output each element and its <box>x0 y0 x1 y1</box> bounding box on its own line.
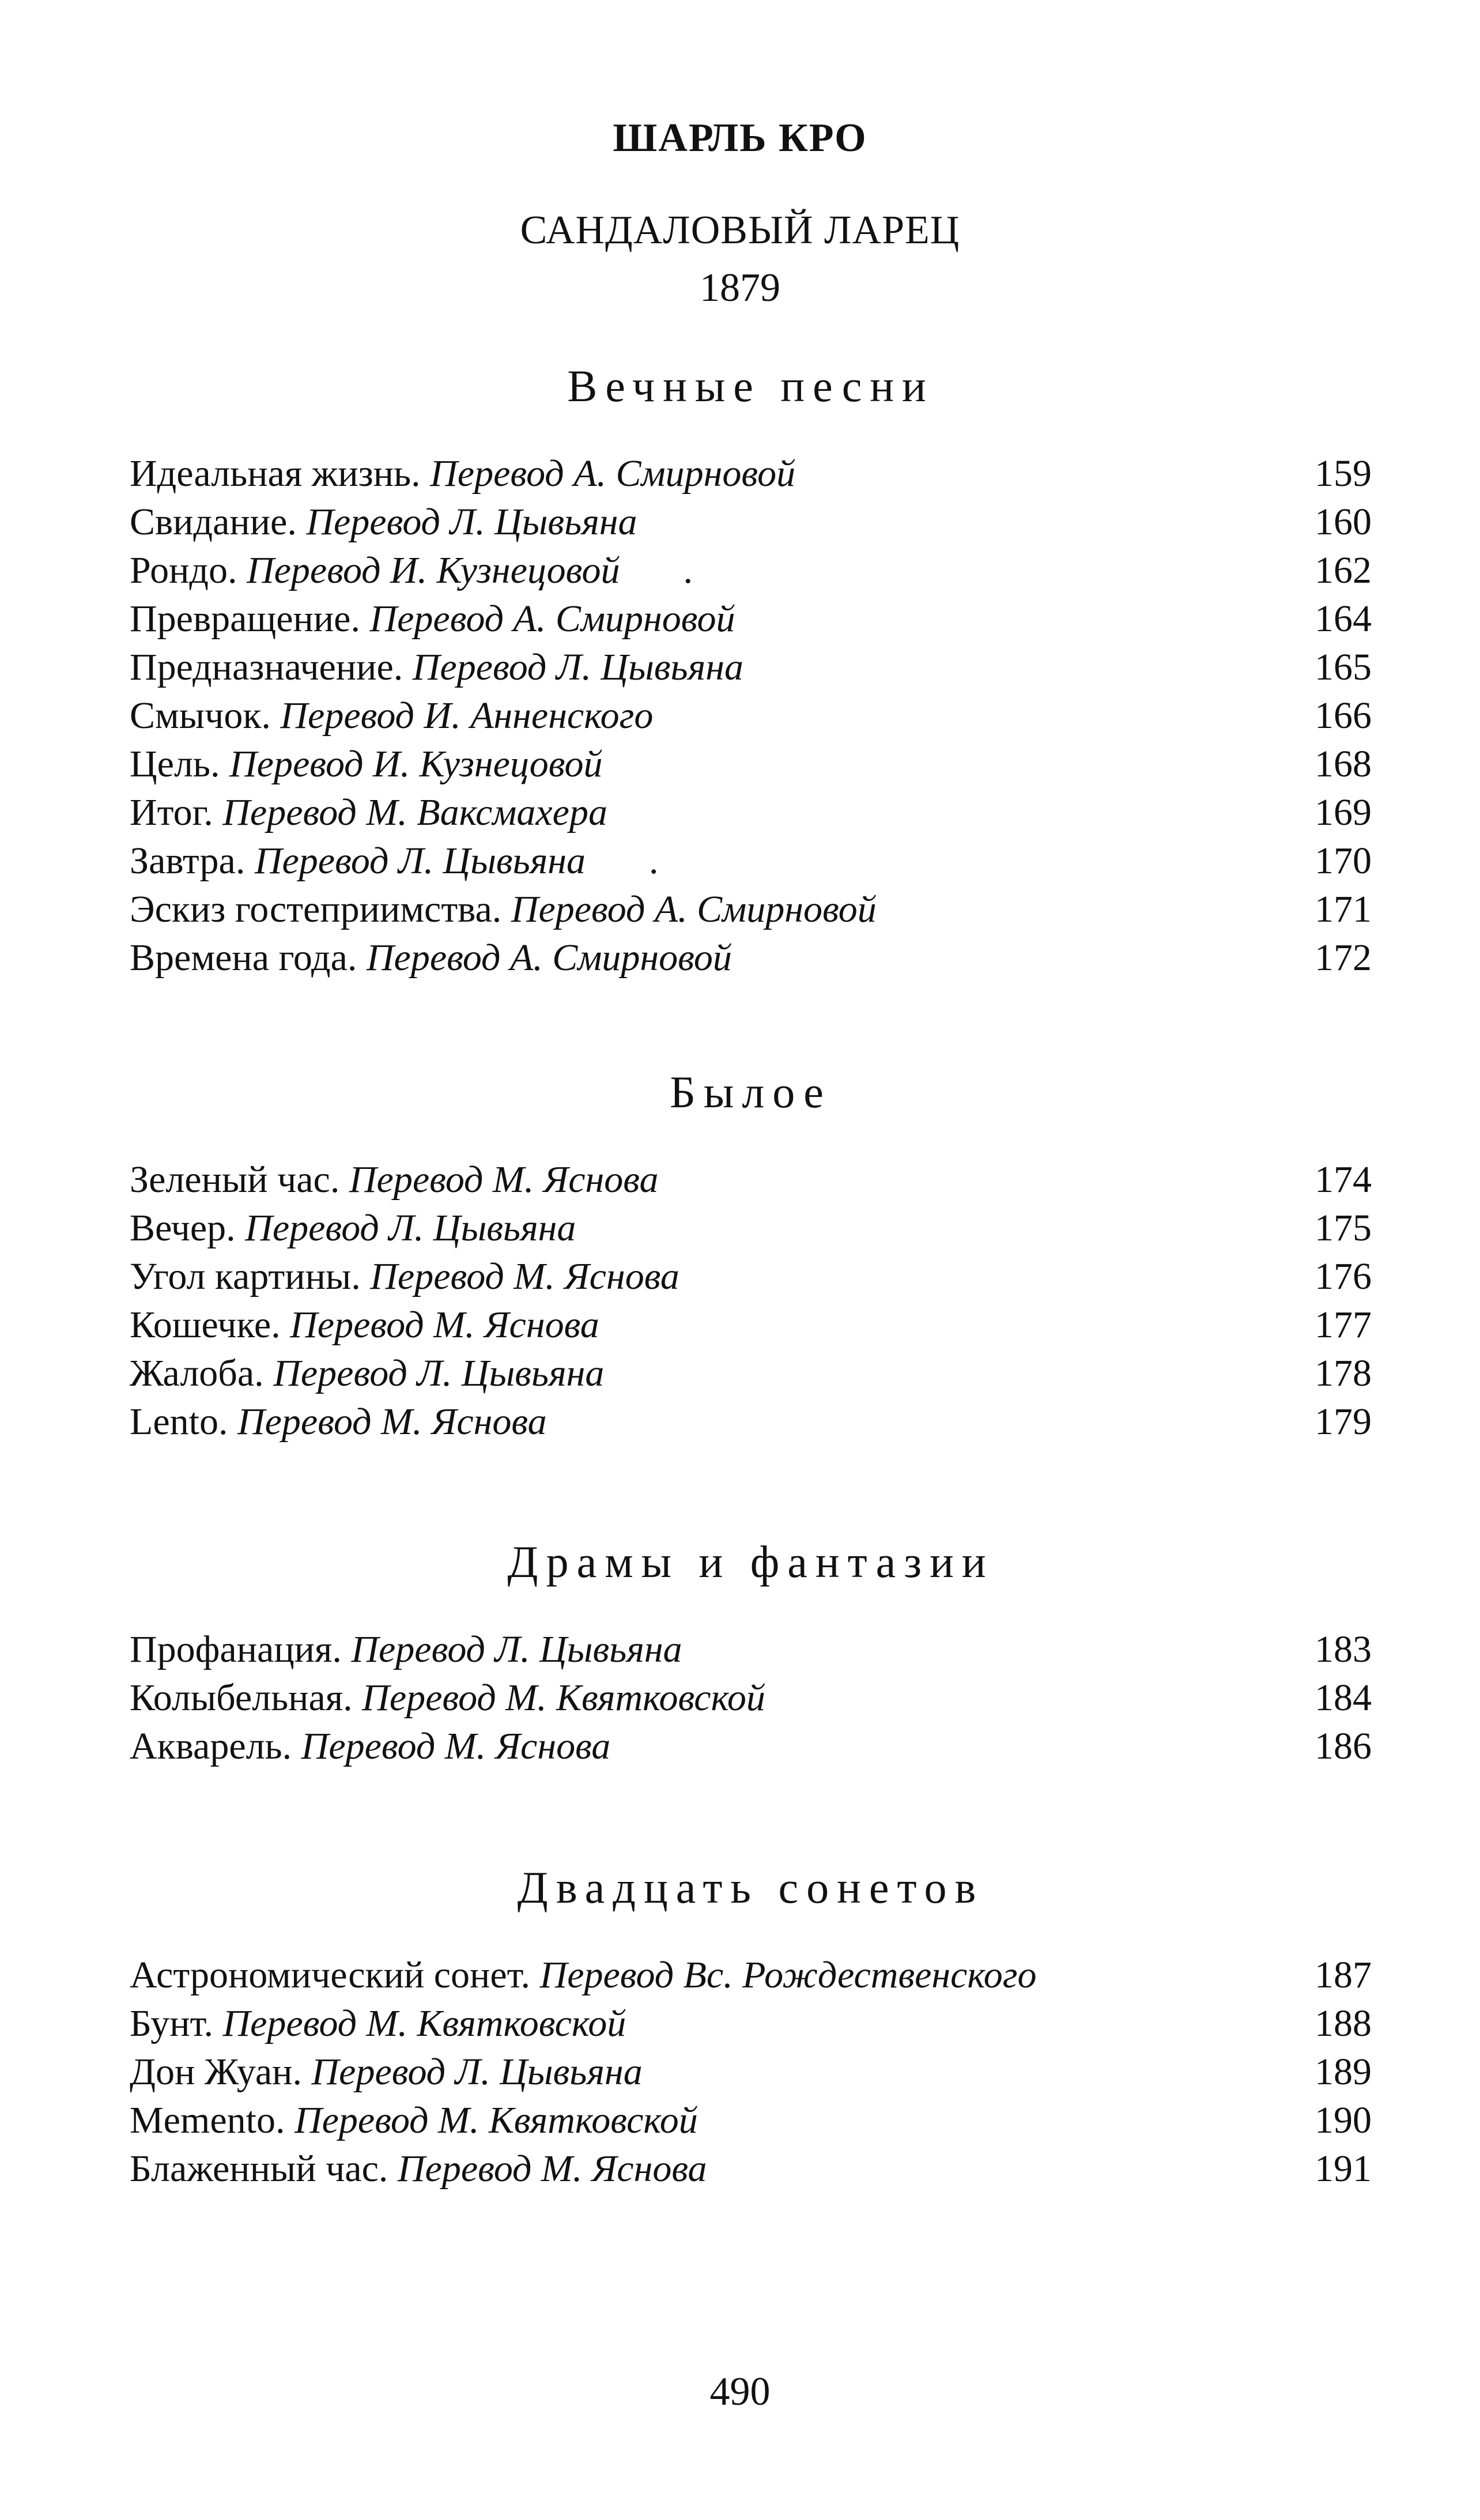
poem-title: Итог. <box>130 791 213 833</box>
toc-page-number: 184 <box>1315 1677 1372 1719</box>
page-number: 490 <box>709 2370 771 2414</box>
poem-title: Колыбельная. <box>130 1677 353 1719</box>
toc-entry-text <box>130 740 603 789</box>
translator-credit: Перевод Вс. Рождественского <box>539 1954 1037 1996</box>
translator-credit: Перевод М. Яснова <box>237 1401 547 1443</box>
poem-title: Предназначение. <box>130 646 403 688</box>
section-title: Драмы и фантазии <box>507 1537 994 1587</box>
toc-entry <box>130 546 1372 595</box>
toc-entry <box>130 450 1372 498</box>
section-dvadtsat-sonetov <box>130 1859 1372 2193</box>
translator-credit: Перевод Л. Цывьяна <box>351 1628 682 1670</box>
author-heading: ШАРЛЬ КРО <box>613 116 867 160</box>
toc-entry <box>130 837 1372 885</box>
toc-page-number: 168 <box>1315 743 1372 785</box>
toc-entry <box>130 1674 1372 1722</box>
toc-entry <box>130 789 1372 837</box>
toc-entry-text <box>130 1398 547 1446</box>
translator-credit: Перевод Л. Цывьяна <box>306 501 637 543</box>
toc-entry <box>130 1204 1372 1253</box>
toc-page-number: 170 <box>1315 840 1372 882</box>
stray-dot: . <box>649 840 659 882</box>
toc-entry-text <box>130 595 735 643</box>
poem-title: Бунт. <box>130 2002 213 2044</box>
toc-entry-text <box>130 1951 1037 2000</box>
translator-credit: Перевод Л. Цывьяна <box>245 1207 576 1249</box>
toc-page-number: 191 <box>1315 2148 1372 2190</box>
poem-title: Превращение. <box>130 598 360 640</box>
translator-credit: Перевод А. Смирновой <box>430 452 796 495</box>
translator-credit: Перевод М. Квятковской <box>294 2099 698 2141</box>
poem-title: Кошечке. <box>130 1304 281 1346</box>
toc-entry <box>130 2145 1372 2193</box>
translator-credit: Перевод Л. Цывьяна <box>412 646 743 688</box>
toc-page-number: 176 <box>1315 1255 1372 1297</box>
translator-credit: Перевод М. Яснова <box>349 1159 659 1201</box>
toc-entry <box>130 2096 1372 2145</box>
poem-title: Профанация. <box>130 1628 342 1670</box>
translator-credit: Перевод М. Квятковской <box>362 1677 765 1719</box>
poem-title: Свидание. <box>130 501 297 543</box>
toc-page-number: 187 <box>1315 1954 1372 1996</box>
poem-title: Идеальная жизнь. <box>130 452 421 495</box>
toc-page-number: 177 <box>1315 1304 1372 1346</box>
toc-page-number: 183 <box>1315 1628 1372 1670</box>
toc-entry-text <box>130 1301 599 1349</box>
toc-page-number: 174 <box>1315 1159 1372 1201</box>
toc-entry-text <box>130 2145 707 2193</box>
toc-entry <box>130 1951 1372 2000</box>
section-title: Былое <box>670 1067 832 1117</box>
poem-title: Завтра. <box>130 840 246 882</box>
toc-page-number: 166 <box>1315 695 1372 737</box>
translator-credit: Перевод М. Яснова <box>301 1725 611 1767</box>
poem-title: Блаженный час. <box>130 2148 388 2190</box>
toc-entry <box>130 2000 1372 2048</box>
translator-credit: Перевод М. Яснова <box>397 2148 707 2190</box>
toc-page-number: 162 <box>1315 549 1372 591</box>
toc-entry <box>130 885 1372 934</box>
translator-credit: Перевод М. Яснова <box>290 1304 599 1346</box>
toc-entry-text <box>130 934 732 982</box>
toc-entry <box>130 498 1372 546</box>
toc-entry <box>130 1301 1372 1349</box>
toc-entry-text <box>130 1204 576 1253</box>
toc-entry-text <box>130 450 795 498</box>
entry-list <box>130 1625 1372 1771</box>
toc-entry-text <box>130 837 659 885</box>
translator-credit: Перевод Л. Цывьяна <box>311 2051 643 2093</box>
toc-entry <box>130 934 1372 982</box>
toc-entry-text <box>130 1253 679 1301</box>
section-dramy-i-fantazii <box>130 1533 1372 1771</box>
section-title: Вечные песни <box>567 361 934 411</box>
toc-page-number: 169 <box>1315 791 1372 833</box>
toc-page-number: 189 <box>1315 2051 1372 2093</box>
toc-entry-text <box>130 2000 626 2048</box>
toc-page-number: 186 <box>1315 1725 1372 1767</box>
toc-entry-text <box>130 789 607 837</box>
translator-credit: Перевод И. Кузнецовой <box>229 743 603 785</box>
toc-entry-text <box>130 885 877 934</box>
translator-credit: Перевод А. Смирновой <box>369 598 735 640</box>
toc-page-number: 172 <box>1315 937 1372 979</box>
toc-entry-text <box>130 1349 604 1398</box>
toc-page-number: 179 <box>1315 1401 1372 1443</box>
translator-credit: Перевод А. Смирновой <box>511 888 877 930</box>
toc-entry <box>130 1156 1372 1204</box>
toc-entry <box>130 692 1372 740</box>
toc-entry <box>130 2048 1372 2096</box>
toc-page-number: 159 <box>1315 452 1372 495</box>
toc-entry <box>130 1398 1372 1446</box>
entry-list <box>130 1156 1372 1446</box>
toc-entry <box>130 1253 1372 1301</box>
translator-credit: Перевод М. Яснова <box>370 1255 679 1297</box>
toc-entry-text <box>130 546 693 595</box>
toc-page-number: 175 <box>1315 1207 1372 1249</box>
poem-title: Зеленый час. <box>130 1159 340 1201</box>
translator-credit: Перевод А. Смирновой <box>366 937 732 979</box>
poem-title: Смычок. <box>130 695 271 737</box>
translator-credit: Перевод И. Кузнецовой <box>246 549 620 591</box>
poem-title: Рондо. <box>130 549 237 591</box>
toc-entry <box>130 1349 1372 1398</box>
section-byloe <box>130 1063 1372 1446</box>
poem-title: Цель. <box>130 743 220 785</box>
toc-entry-text <box>130 2048 643 2096</box>
toc-entry <box>130 1722 1372 1771</box>
poem-title: Жалоба. <box>130 1352 264 1394</box>
toc-entry-text <box>130 2096 698 2145</box>
poem-title: Memento. <box>130 2099 285 2141</box>
toc-entry <box>130 1625 1372 1674</box>
toc-page-number: 160 <box>1315 501 1372 543</box>
poem-title: Времена года. <box>130 937 357 979</box>
poem-title: Вечер. <box>130 1207 236 1249</box>
toc-page-number: 190 <box>1315 2099 1372 2141</box>
toc-entry-text <box>130 643 743 692</box>
toc-page-number: 171 <box>1315 888 1372 930</box>
toc-entry-text <box>130 692 653 740</box>
book-title: САНДАЛОВЫЙ ЛАРЕЦ <box>520 208 960 252</box>
translator-credit: Перевод Л. Цывьяна <box>254 840 586 882</box>
translator-credit: Перевод М. Квятковской <box>222 2002 626 2044</box>
section-title: Двадцать сонетов <box>517 1862 984 1912</box>
toc-entry-text <box>130 1625 682 1674</box>
poem-title: Акварель. <box>130 1725 292 1767</box>
toc-entry-text <box>130 498 637 546</box>
toc-page-number: 164 <box>1315 598 1372 640</box>
entry-list <box>130 1951 1372 2193</box>
toc-entry <box>130 595 1372 643</box>
toc-entry-text <box>130 1722 610 1771</box>
poem-title: Астрономический сонет. <box>130 1954 531 1996</box>
toc-page-number: 188 <box>1315 2002 1372 2044</box>
poem-title: Угол картины. <box>130 1255 361 1297</box>
poem-title: Дон Жуан. <box>130 2051 302 2093</box>
toc-page-number: 165 <box>1315 646 1372 688</box>
translator-credit: Перевод Л. Цывьяна <box>273 1352 605 1394</box>
entry-list <box>130 450 1372 982</box>
poem-title: Lento. <box>130 1401 228 1443</box>
toc-entry-text <box>130 1674 765 1722</box>
toc-entry <box>130 740 1372 789</box>
toc-page-number: 178 <box>1315 1352 1372 1394</box>
book-year: 1879 <box>700 266 780 310</box>
toc-entry-text <box>130 1156 659 1204</box>
poem-title: Эскиз гостеприимства. <box>130 888 502 930</box>
stray-dot: . <box>683 549 693 591</box>
translator-credit: Перевод М. Ваксмахера <box>222 791 607 833</box>
section-vechnye-pesni <box>130 357 1372 982</box>
translator-credit: Перевод И. Анненского <box>280 695 654 737</box>
toc-entry <box>130 643 1372 692</box>
